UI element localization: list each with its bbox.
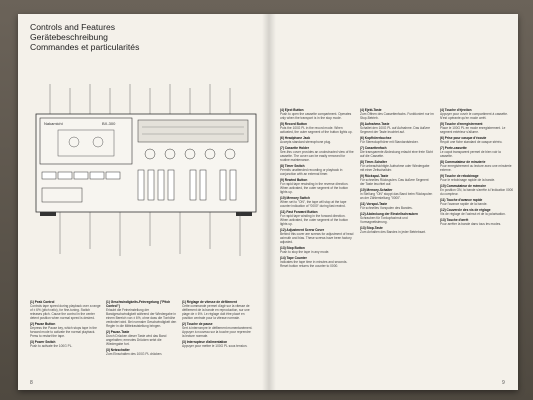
manual-spread (18, 14, 518, 390)
page-gutter (262, 14, 276, 390)
item-text: Place le 100G PL en mode enregistrement. Le segment extérieur s'allume. (440, 126, 506, 134)
item-text: When set to "ON", the tape will stop at the tape counter indication of "0000" during fast rewind. (280, 200, 347, 208)
item-heading: (8) Commutateur de minuterie (440, 160, 486, 164)
item-text: Erlaubt die Feineinstellung der Bandgeschwindigkeit während der Wiedergabe in einem Bereich von ± 6%, ohne dass die Tonhöhe verändert wird. Bei normaler Geschwindigkeit den Regler in die Mittelraststellung bringen. (106, 308, 177, 328)
foot-left (40, 212, 56, 216)
item-text: Schrauben für Tonkopfazimut und Vormagnetisierung. (360, 216, 408, 224)
item-text: En position ON, la bande s'arrête à l'indication 0000 du compteur. (440, 188, 514, 196)
item-text: Le capot transparent permet de bien voir la cassette. (440, 150, 501, 158)
item-text: Die transparente Abdeckung erlaubt eine freie Sicht auf die Cassette. (360, 150, 433, 158)
item-text: See-thru cover provides an unobstructed view of the cassette. The cover can be easily removed for routine maintenance. (280, 150, 354, 162)
item-text: Pour l'avance rapide de la bande. (440, 202, 488, 206)
item-heading: (6) Prise pour casque d'écoute (440, 136, 487, 140)
item-text: Controls tape speed during playback over a range of ± 6% (pitch ratio), for fine-tuning. Switch releases pitch. Cause the control in the center detent position when normal speed is desired. (30, 304, 101, 320)
item-heading: (10) Memory-Schalter (360, 188, 393, 192)
item-heading: (7) Porte-cassette (440, 146, 467, 150)
transport-buttons (42, 172, 120, 179)
item-text: Reçoit une fiche standard de casque stéréo. (440, 140, 503, 144)
item-heading: (4) Eject Button (280, 108, 304, 112)
item-text: Für schnelles Rückspulen. Das äußere Segment der Taste leuchtet auf. (360, 178, 429, 186)
item-heading: (1) Peak Control (30, 300, 55, 304)
item-heading: (10) Commutateur de mémoire (440, 184, 487, 188)
right-columns-3 (440, 106, 514, 376)
item-text: Pour arrêter la bande dans tous les modes. (440, 222, 502, 226)
page-number-right: 9 (502, 380, 505, 386)
item-heading: (14) Tape Counter (280, 256, 307, 260)
item-heading: (5) Aufnahme-Taste (360, 122, 390, 126)
item-text: Indicates the tape time in minutes and seconds. Reset button returns the counter to 0000. (280, 260, 348, 268)
item-heading: (9) Rückspul-Taste (360, 174, 389, 178)
item-text: Accepts standard stereophone plug. (280, 140, 332, 144)
left-columns-3 (182, 298, 254, 378)
callout-lines-bottom (60, 212, 240, 256)
item-text: Puts the 100G PL in the record mode. When activated, the outer segment of the button lights up. (280, 126, 353, 134)
item-heading: (2) Pause Button (30, 322, 56, 326)
item-text: Push to activate the 100G PL. (30, 344, 73, 348)
item-heading: (13) Stop Button (280, 246, 305, 250)
meter-display (138, 120, 248, 142)
item-heading: (10) Memory Switch (280, 196, 310, 200)
item-heading: (3) Power Switch (30, 340, 56, 344)
item-heading: (2) Pause-Taste (106, 330, 130, 334)
item-heading: (6) Kopfhörerbuchse (360, 136, 392, 140)
item-heading: (12) Adjustment Screw Cover (280, 228, 325, 232)
right-columns-2 (360, 106, 434, 376)
item-text: Vis de réglage de l'azimut et de la polarisation. (440, 212, 506, 216)
item-heading: (3) Interrupteur d'alimentation (182, 340, 228, 344)
item-heading: (11) Touche d'avance rapide (440, 198, 483, 202)
item-heading: (5) Record Button (280, 122, 307, 126)
title-english: Controls and Features (30, 22, 116, 32)
item-text: Cette commande permet d'agir sur la vitesse de défilement de la bande en reproduction, sur une plage de ± 6%. Le réglage doit être placé en position centrale pour la vitesse normale. (182, 304, 250, 320)
item-heading: (6) Headphone Jack (280, 136, 311, 140)
item-text: Für Stereokopfhörer mit Standardstecker. (360, 140, 419, 144)
item-heading: (3) Netzschalter (106, 348, 130, 352)
item-heading: (8) Timer Switch (280, 164, 305, 168)
item-text: Appuyer pour ouvrir le compartiment à cassette. N'est opérante qu'en mode arrêt. (440, 112, 508, 120)
item-text: Permits unattended recording or playback in conjunction with an external timer. (280, 168, 343, 176)
item-heading: (1) Geschwindigkeits-Feinregelung ("Pitch Control") (106, 300, 171, 308)
deck-front-panel-diagram (30, 84, 260, 274)
item-text: Für schnelles Vorspulen des Bandes. (360, 206, 413, 210)
title-french: Commandes et particularités (30, 42, 140, 52)
brand-label: Nakamichi (44, 121, 63, 126)
item-text: Behind this cover are screws for adjustment of head azimuth and bias. These screws have been factory adjusted. (280, 232, 354, 244)
item-text: Appuyer pour mettre le 100G PL sous tension. (182, 344, 248, 348)
left-columns-2 (106, 298, 178, 378)
item-heading: (13) Touche d'arrêt (440, 218, 469, 222)
left-columns-1 (30, 298, 102, 378)
item-heading: (11) Vorspul-Taste (360, 202, 388, 206)
item-text: Pour enregistrement ou lecture avec une minuterie externe. (440, 164, 512, 172)
item-text: Schaltet den 100G PL auf Aufnahme. Das äußere Segment der Taste leuchtet auf. (360, 126, 431, 134)
item-text: Pour le rebobinage rapide de la bande. (440, 178, 496, 182)
item-heading: (12) Abdeckung der Einstellschrauben (360, 212, 418, 216)
item-heading: (11) Fast Forward Button (280, 210, 318, 214)
item-heading: (13) Stop-Taste (360, 226, 383, 230)
item-text: Durch Drücken dieser Taste wird das Band angehalten; erneutes Drücken setzt die Wiedergabe fort. (106, 334, 167, 346)
item-heading: (9) Touche de rebobinage (440, 174, 479, 178)
page-number-left: 8 (30, 380, 33, 386)
item-text: Push to stop the tape in any mode. (280, 250, 330, 254)
item-text: Zum Einschalten des 100G PL drücken. (106, 352, 163, 356)
item-text: Sert à interrompre le défilement momentanément. Appuyer à nouveau sur la touche pour reprendre la lecture normale. (182, 326, 253, 338)
item-heading: (4) Touche d'éjection (440, 108, 472, 112)
item-text: In Stellung "ON" stoppt das Band beim Rückspulen an der Zählerstellung "0000". (360, 192, 433, 200)
item-heading: (5) Touche d'enregistrement (440, 122, 483, 126)
item-heading: (4) Ejekt-Taste (360, 108, 382, 112)
title-german: Gerätebeschreibung (30, 32, 108, 42)
item-text: For rapid tape rewinding in the reverse direction. When activated, the outer segment of the button lights up. (280, 182, 349, 194)
item-text: Push to open the cassette compartment. Operates only when the transport is in the stop mode. (280, 112, 352, 120)
item-text: Für unbeaufsichtigte Aufnahme oder Wiedergabe mit einer Zeitschaltuhr. (360, 164, 430, 172)
item-heading: (2) Touche de pause (182, 322, 213, 326)
item-heading: (12) Couvercle des vis de réglage (440, 208, 491, 212)
foot-right (236, 212, 252, 216)
item-text: For rapid tape winding in the forward direction. When activated, the outer segment of the button lights up. (280, 214, 349, 226)
item-text: Zum Öffnen des Cassettenfachs. Funktioniert nur im Stop-Betrieb. (360, 112, 434, 120)
right-columns-1 (280, 106, 354, 376)
item-heading: (7) Cassette Holder (280, 146, 310, 150)
item-text: Depress the Pause key, which stops tape in the forward mode to activate the normal playback. Press to restart the tape. (30, 326, 97, 338)
page-title-block (30, 22, 139, 52)
model-label: BX-300 (102, 121, 116, 126)
item-heading: (8) Timer-Schalter (360, 160, 388, 164)
item-heading: (1) Réglage de vitesse de défilement (182, 300, 237, 304)
item-text: Zum Anhalten des Bandes in jeder Betriebsart. (360, 230, 426, 234)
item-heading: (9) Rewind Button (280, 178, 308, 182)
item-heading: (7) Cassettenfach (360, 146, 387, 150)
